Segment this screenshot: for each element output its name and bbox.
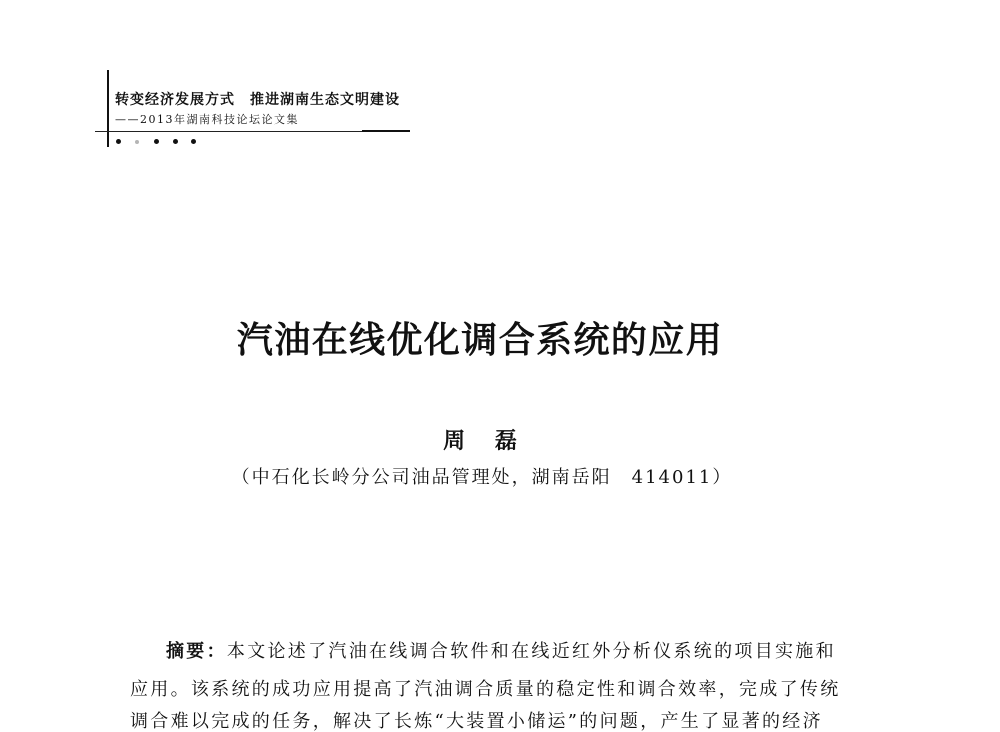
header-rule-accent — [362, 130, 410, 132]
author-affiliation: （中石化长岭分公司油品管理处，湖南岳阳 414011） — [231, 467, 733, 488]
header-dot-icon — [116, 139, 121, 144]
series-subtitle: ——2013年湖南科技论坛论文集 — [115, 113, 299, 126]
header-dot-icon — [135, 140, 139, 144]
abstract-line-text: 本文论述了汽油在线调合软件和在线近红外分析仪系统的项目实施和 — [226, 641, 836, 662]
abstract-line-clipped: 调合难以完成的任务，解决了长炼“大装置小储运”的问题，产生了显著的经济 — [130, 711, 823, 732]
author-name: 周 磊 — [443, 428, 517, 454]
series-title: 转变经济发展方式 推进湖南生态文明建设 — [115, 92, 400, 108]
header-vertical-rule — [107, 70, 109, 147]
header-dot-icon — [191, 139, 196, 144]
paper-title: 汽油在线优化调合系统的应用 — [236, 319, 724, 361]
header-dot-icon — [154, 139, 159, 144]
abstract-line: 应用。该系统的成功应用提高了汽油调合质量的稳定性和调合效率，完成了传统 — [130, 679, 841, 700]
abstract-label: 摘要： — [166, 641, 227, 662]
abstract-line — [166, 641, 836, 663]
header-dot-icon — [173, 139, 178, 144]
